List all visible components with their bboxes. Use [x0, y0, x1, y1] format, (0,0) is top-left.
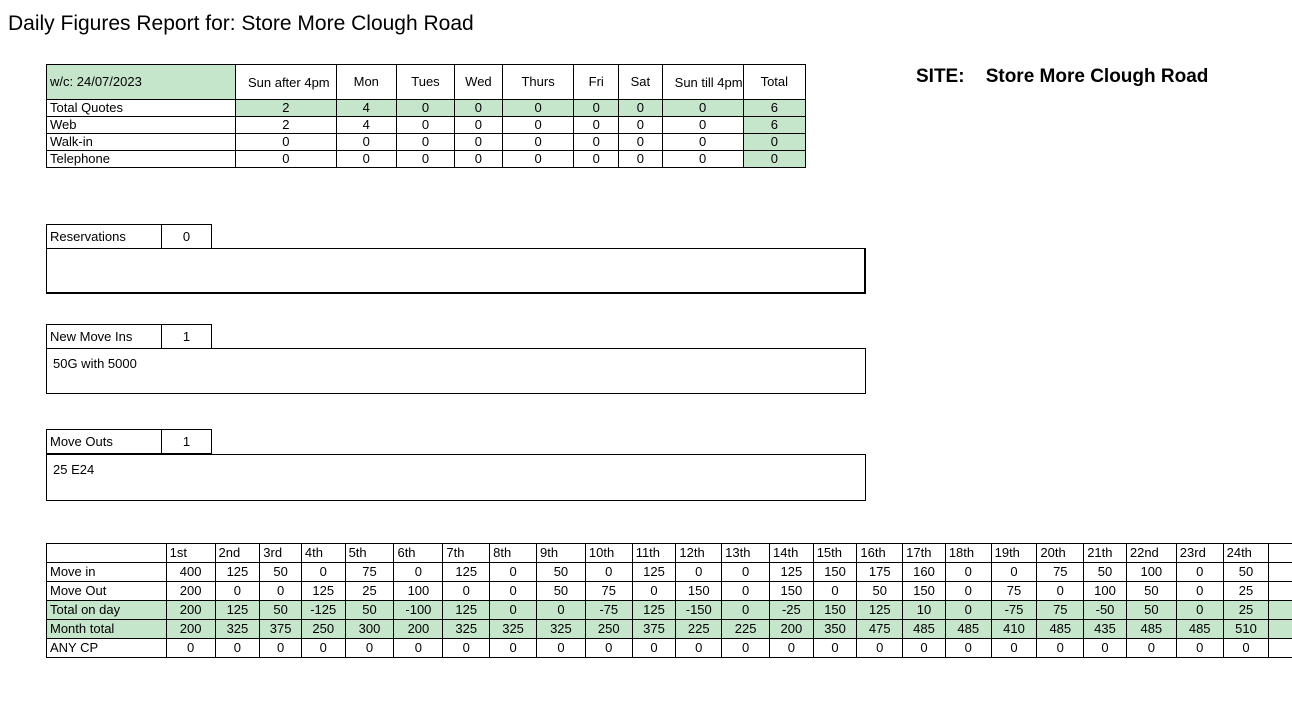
daily-day-header [1269, 544, 1292, 563]
daily-day-header: 16th [857, 544, 903, 563]
daily-cell: 50 [260, 563, 302, 582]
daily-cell: 125 [215, 601, 260, 620]
quotes-row-label: Walk-in [47, 134, 236, 151]
quotes-cell: 0 [662, 151, 743, 168]
daily-cell: 0 [991, 639, 1037, 658]
daily-cell: 0 [536, 639, 585, 658]
daily-cell: 0 [585, 639, 632, 658]
daily-cell: 160 [903, 563, 946, 582]
daily-cell: 50 [1223, 563, 1269, 582]
quotes-cell: 0 [619, 134, 663, 151]
quotes-cell: 6 [743, 100, 805, 117]
daily-cell: 485 [1037, 620, 1084, 639]
daily-cell: 0 [443, 639, 490, 658]
daily-cell: 0 [394, 639, 443, 658]
quotes-cell: 0 [455, 117, 503, 134]
daily-cell [1269, 582, 1292, 601]
daily-cell: 25 [345, 582, 394, 601]
daily-cell: 150 [903, 582, 946, 601]
daily-cell: 10 [903, 601, 946, 620]
daily-cell [1269, 563, 1292, 582]
daily-day-header: 12th [676, 544, 722, 563]
quotes-cell: 0 [619, 151, 663, 168]
quotes-header: Sun after 4pm [235, 65, 336, 100]
daily-row-label: Total on day [47, 601, 167, 620]
daily-cell: 200 [166, 582, 215, 601]
daily-day-header: 9th [536, 544, 585, 563]
daily-cell: 375 [632, 620, 676, 639]
daily-cell: 475 [857, 620, 903, 639]
quotes-cell: 0 [502, 117, 574, 134]
daily-day-header: 24th [1223, 544, 1269, 563]
daily-cell: 0 [1176, 601, 1223, 620]
daily-cell: 0 [945, 582, 991, 601]
reservations-count-box [46, 224, 212, 249]
daily-day-header: 15th [813, 544, 857, 563]
reservations-notes [46, 248, 866, 294]
daily-cell: 25 [1223, 582, 1269, 601]
daily-day-header: 8th [490, 544, 537, 563]
daily-cell: 0 [991, 563, 1037, 582]
quotes-cell: 6 [743, 117, 805, 134]
daily-row [47, 620, 1292, 639]
quotes-cell: 0 [455, 151, 503, 168]
quotes-header: Tues [396, 65, 454, 100]
week-label: w/c: [50, 74, 74, 89]
daily-cell: 350 [813, 620, 857, 639]
daily-cell: 75 [1037, 563, 1084, 582]
daily-cell: 150 [813, 563, 857, 582]
daily-cell: 0 [632, 582, 676, 601]
daily-cell: 0 [722, 582, 770, 601]
daily-cell: 0 [1037, 582, 1084, 601]
move-outs-count-box [46, 429, 212, 454]
quotes-cell: 0 [743, 134, 805, 151]
daily-cell: 0 [1084, 639, 1127, 658]
quotes-cell: 2 [235, 100, 336, 117]
move-ins-notes: 50G with 5000 [46, 348, 866, 394]
daily-day-header: 13th [722, 544, 770, 563]
daily-cell: 50 [536, 582, 585, 601]
daily-cell: 0 [903, 639, 946, 658]
daily-day-header: 3rd [260, 544, 302, 563]
move-outs-label: Move Outs [47, 430, 162, 454]
daily-header-row [47, 544, 1292, 563]
daily-cell: 325 [215, 620, 260, 639]
daily-cell: 0 [490, 582, 537, 601]
daily-day-header: 19th [991, 544, 1037, 563]
daily-cell [1269, 620, 1292, 639]
quotes-cell: 0 [396, 151, 454, 168]
daily-cell: 250 [585, 620, 632, 639]
quotes-cell: 0 [619, 100, 663, 117]
daily-cell: 25 [1223, 601, 1269, 620]
daily-cell: 0 [215, 582, 260, 601]
daily-cell: 0 [260, 582, 302, 601]
quotes-cell: 0 [396, 134, 454, 151]
daily-day-header: 7th [443, 544, 490, 563]
daily-cell: 485 [903, 620, 946, 639]
quotes-row-label: Web [47, 117, 236, 134]
quotes-header: Total [743, 65, 805, 100]
daily-day-header: 18th [945, 544, 991, 563]
daily-cell: 0 [676, 563, 722, 582]
daily-cell: 50 [260, 601, 302, 620]
quotes-row [47, 100, 806, 117]
quotes-header: Thurs [502, 65, 574, 100]
daily-cell: 125 [443, 601, 490, 620]
daily-cell: 0 [394, 563, 443, 582]
week-date: 24/07/2023 [76, 74, 142, 89]
daily-cell: 225 [676, 620, 722, 639]
daily-cell: 125 [632, 601, 676, 620]
daily-cell: 0 [490, 601, 537, 620]
quotes-cell: 0 [619, 117, 663, 134]
quotes-cell: 0 [574, 117, 619, 134]
quotes-row [47, 134, 806, 151]
daily-cell: 375 [260, 620, 302, 639]
daily-day-header: 22nd [1126, 544, 1176, 563]
quotes-cell: 0 [455, 100, 503, 117]
daily-cell: 0 [1037, 639, 1084, 658]
quotes-cell: 4 [336, 117, 396, 134]
daily-cell: 75 [345, 563, 394, 582]
daily-cell: 125 [632, 563, 676, 582]
daily-cell: 0 [813, 582, 857, 601]
daily-day-header: 5th [345, 544, 394, 563]
daily-cell: 200 [166, 601, 215, 620]
daily-cell: 100 [1126, 563, 1176, 582]
daily-cell: 0 [632, 639, 676, 658]
quotes-cell: 0 [743, 151, 805, 168]
daily-cell: 75 [991, 582, 1037, 601]
quotes-cell: 0 [235, 134, 336, 151]
quotes-cell: 0 [502, 151, 574, 168]
daily-day-header: 14th [770, 544, 814, 563]
daily-cell: 125 [857, 601, 903, 620]
quotes-cell: 0 [662, 117, 743, 134]
daily-cell: 0 [536, 601, 585, 620]
daily-cell: 0 [945, 639, 991, 658]
daily-day-header: 20th [1037, 544, 1084, 563]
daily-row [47, 601, 1292, 620]
daily-cell: 0 [345, 639, 394, 658]
daily-cell: 225 [722, 620, 770, 639]
daily-cell: 435 [1084, 620, 1127, 639]
daily-cell: 0 [215, 639, 260, 658]
daily-row [47, 563, 1292, 582]
daily-cell: -50 [1084, 601, 1127, 620]
daily-row-label: Move in [47, 563, 167, 582]
daily-day-header: 17th [903, 544, 946, 563]
quotes-cell: 2 [235, 117, 336, 134]
daily-row-label: Move Out [47, 582, 167, 601]
daily-cell: 125 [215, 563, 260, 582]
daily-day-header: 1st [166, 544, 215, 563]
quotes-header: Sat [619, 65, 663, 100]
daily-cell: 0 [722, 563, 770, 582]
daily-day-header: 4th [301, 544, 345, 563]
daily-cell: 150 [770, 582, 814, 601]
daily-cell: -75 [991, 601, 1037, 620]
quotes-cell: 4 [336, 100, 396, 117]
reservations-label: Reservations [47, 225, 162, 249]
daily-cell: -125 [301, 601, 345, 620]
daily-cell: 50 [857, 582, 903, 601]
daily-day-header: 6th [394, 544, 443, 563]
quotes-cell: 0 [662, 100, 743, 117]
daily-cell: 325 [443, 620, 490, 639]
quotes-cell: 0 [396, 117, 454, 134]
quotes-cell: 0 [235, 151, 336, 168]
daily-cell: 100 [1084, 582, 1127, 601]
daily-day-header: 2nd [215, 544, 260, 563]
page-title: Daily Figures Report for: Store More Clough Road [8, 12, 474, 35]
quotes-cell: 0 [502, 134, 574, 151]
reservations-count: 0 [162, 225, 212, 249]
daily-cell: 75 [1037, 601, 1084, 620]
daily-cell: 325 [536, 620, 585, 639]
daily-cell: 250 [301, 620, 345, 639]
move-outs-count: 1 [162, 430, 212, 454]
quotes-cell: 0 [336, 134, 396, 151]
daily-cell: 0 [585, 563, 632, 582]
daily-cell: -150 [676, 601, 722, 620]
move-ins-count-box [46, 324, 212, 349]
daily-cell: 100 [394, 582, 443, 601]
daily-cell: 0 [1176, 563, 1223, 582]
quotes-row [47, 117, 806, 134]
move-outs-notes: 25 E24 [46, 454, 866, 501]
quotes-header: Mon [336, 65, 396, 100]
daily-cell: 125 [443, 563, 490, 582]
daily-cell: 0 [722, 639, 770, 658]
daily-cell [1269, 639, 1292, 658]
daily-cell: 50 [1084, 563, 1127, 582]
daily-cell: 300 [345, 620, 394, 639]
quotes-cell: 0 [662, 134, 743, 151]
daily-cell: 485 [1126, 620, 1176, 639]
daily-figures-table [46, 543, 1292, 658]
daily-cell: 50 [1126, 601, 1176, 620]
daily-cell: 0 [260, 639, 302, 658]
quotes-cell: 0 [396, 100, 454, 117]
quotes-cell: 0 [574, 134, 619, 151]
daily-cell: 50 [1126, 582, 1176, 601]
daily-cell: -25 [770, 601, 814, 620]
daily-cell: 485 [945, 620, 991, 639]
daily-cell: 0 [490, 639, 537, 658]
quotes-cell: 0 [574, 151, 619, 168]
quotes-header: Sun till 4pm [662, 65, 743, 100]
site-label: SITE: [916, 66, 965, 87]
daily-cell: 150 [676, 582, 722, 601]
daily-row-label: ANY CP [47, 639, 167, 658]
daily-cell: -100 [394, 601, 443, 620]
site-heading [916, 66, 1208, 88]
daily-cell: 510 [1223, 620, 1269, 639]
daily-row-label: Month total [47, 620, 167, 639]
move-ins-count: 1 [162, 325, 212, 349]
quotes-header: Fri [574, 65, 619, 100]
daily-cell: 485 [1176, 620, 1223, 639]
daily-cell: 0 [1223, 639, 1269, 658]
daily-cell: 0 [945, 601, 991, 620]
move-ins-label: New Move Ins [47, 325, 162, 349]
daily-cell: 200 [770, 620, 814, 639]
daily-cell: 0 [443, 582, 490, 601]
daily-row [47, 639, 1292, 658]
quotes-cell: 0 [336, 151, 396, 168]
daily-cell: 200 [394, 620, 443, 639]
daily-cell [1269, 601, 1292, 620]
daily-cell: 0 [166, 639, 215, 658]
quotes-cell: 0 [455, 134, 503, 151]
daily-cell: 175 [857, 563, 903, 582]
quotes-header: Wed [455, 65, 503, 100]
daily-cell: 0 [945, 563, 991, 582]
daily-cell: 0 [301, 563, 345, 582]
daily-cell: 0 [813, 639, 857, 658]
daily-cell: 0 [490, 563, 537, 582]
daily-day-header: 11th [632, 544, 676, 563]
daily-cell: 0 [1176, 639, 1223, 658]
quotes-row-label: Telephone [47, 151, 236, 168]
daily-cell: 325 [490, 620, 537, 639]
quotes-row-label: Total Quotes [47, 100, 236, 117]
daily-cell: 0 [676, 639, 722, 658]
daily-cell: 150 [813, 601, 857, 620]
quotes-cell: 0 [502, 100, 574, 117]
daily-cell: 0 [1176, 582, 1223, 601]
daily-cell: 75 [585, 582, 632, 601]
daily-row [47, 582, 1292, 601]
daily-cell: 125 [301, 582, 345, 601]
daily-cell: 400 [166, 563, 215, 582]
daily-day-header: 10th [585, 544, 632, 563]
week-commencing-cell [47, 65, 236, 100]
daily-corner-cell [47, 544, 167, 563]
daily-cell: 0 [770, 639, 814, 658]
daily-cell: 0 [301, 639, 345, 658]
daily-cell: 410 [991, 620, 1037, 639]
site-name: Store More Clough Road [985, 66, 1209, 87]
daily-cell: 200 [166, 620, 215, 639]
daily-cell: 0 [722, 601, 770, 620]
daily-cell: 50 [345, 601, 394, 620]
quotes-table [46, 64, 806, 168]
daily-cell: 125 [770, 563, 814, 582]
quotes-row [47, 151, 806, 168]
daily-day-header: 23rd [1176, 544, 1223, 563]
daily-cell: 0 [1126, 639, 1176, 658]
daily-cell: 50 [536, 563, 585, 582]
daily-cell: -75 [585, 601, 632, 620]
daily-day-header: 21th [1084, 544, 1127, 563]
quotes-cell: 0 [574, 100, 619, 117]
daily-cell: 0 [857, 639, 903, 658]
